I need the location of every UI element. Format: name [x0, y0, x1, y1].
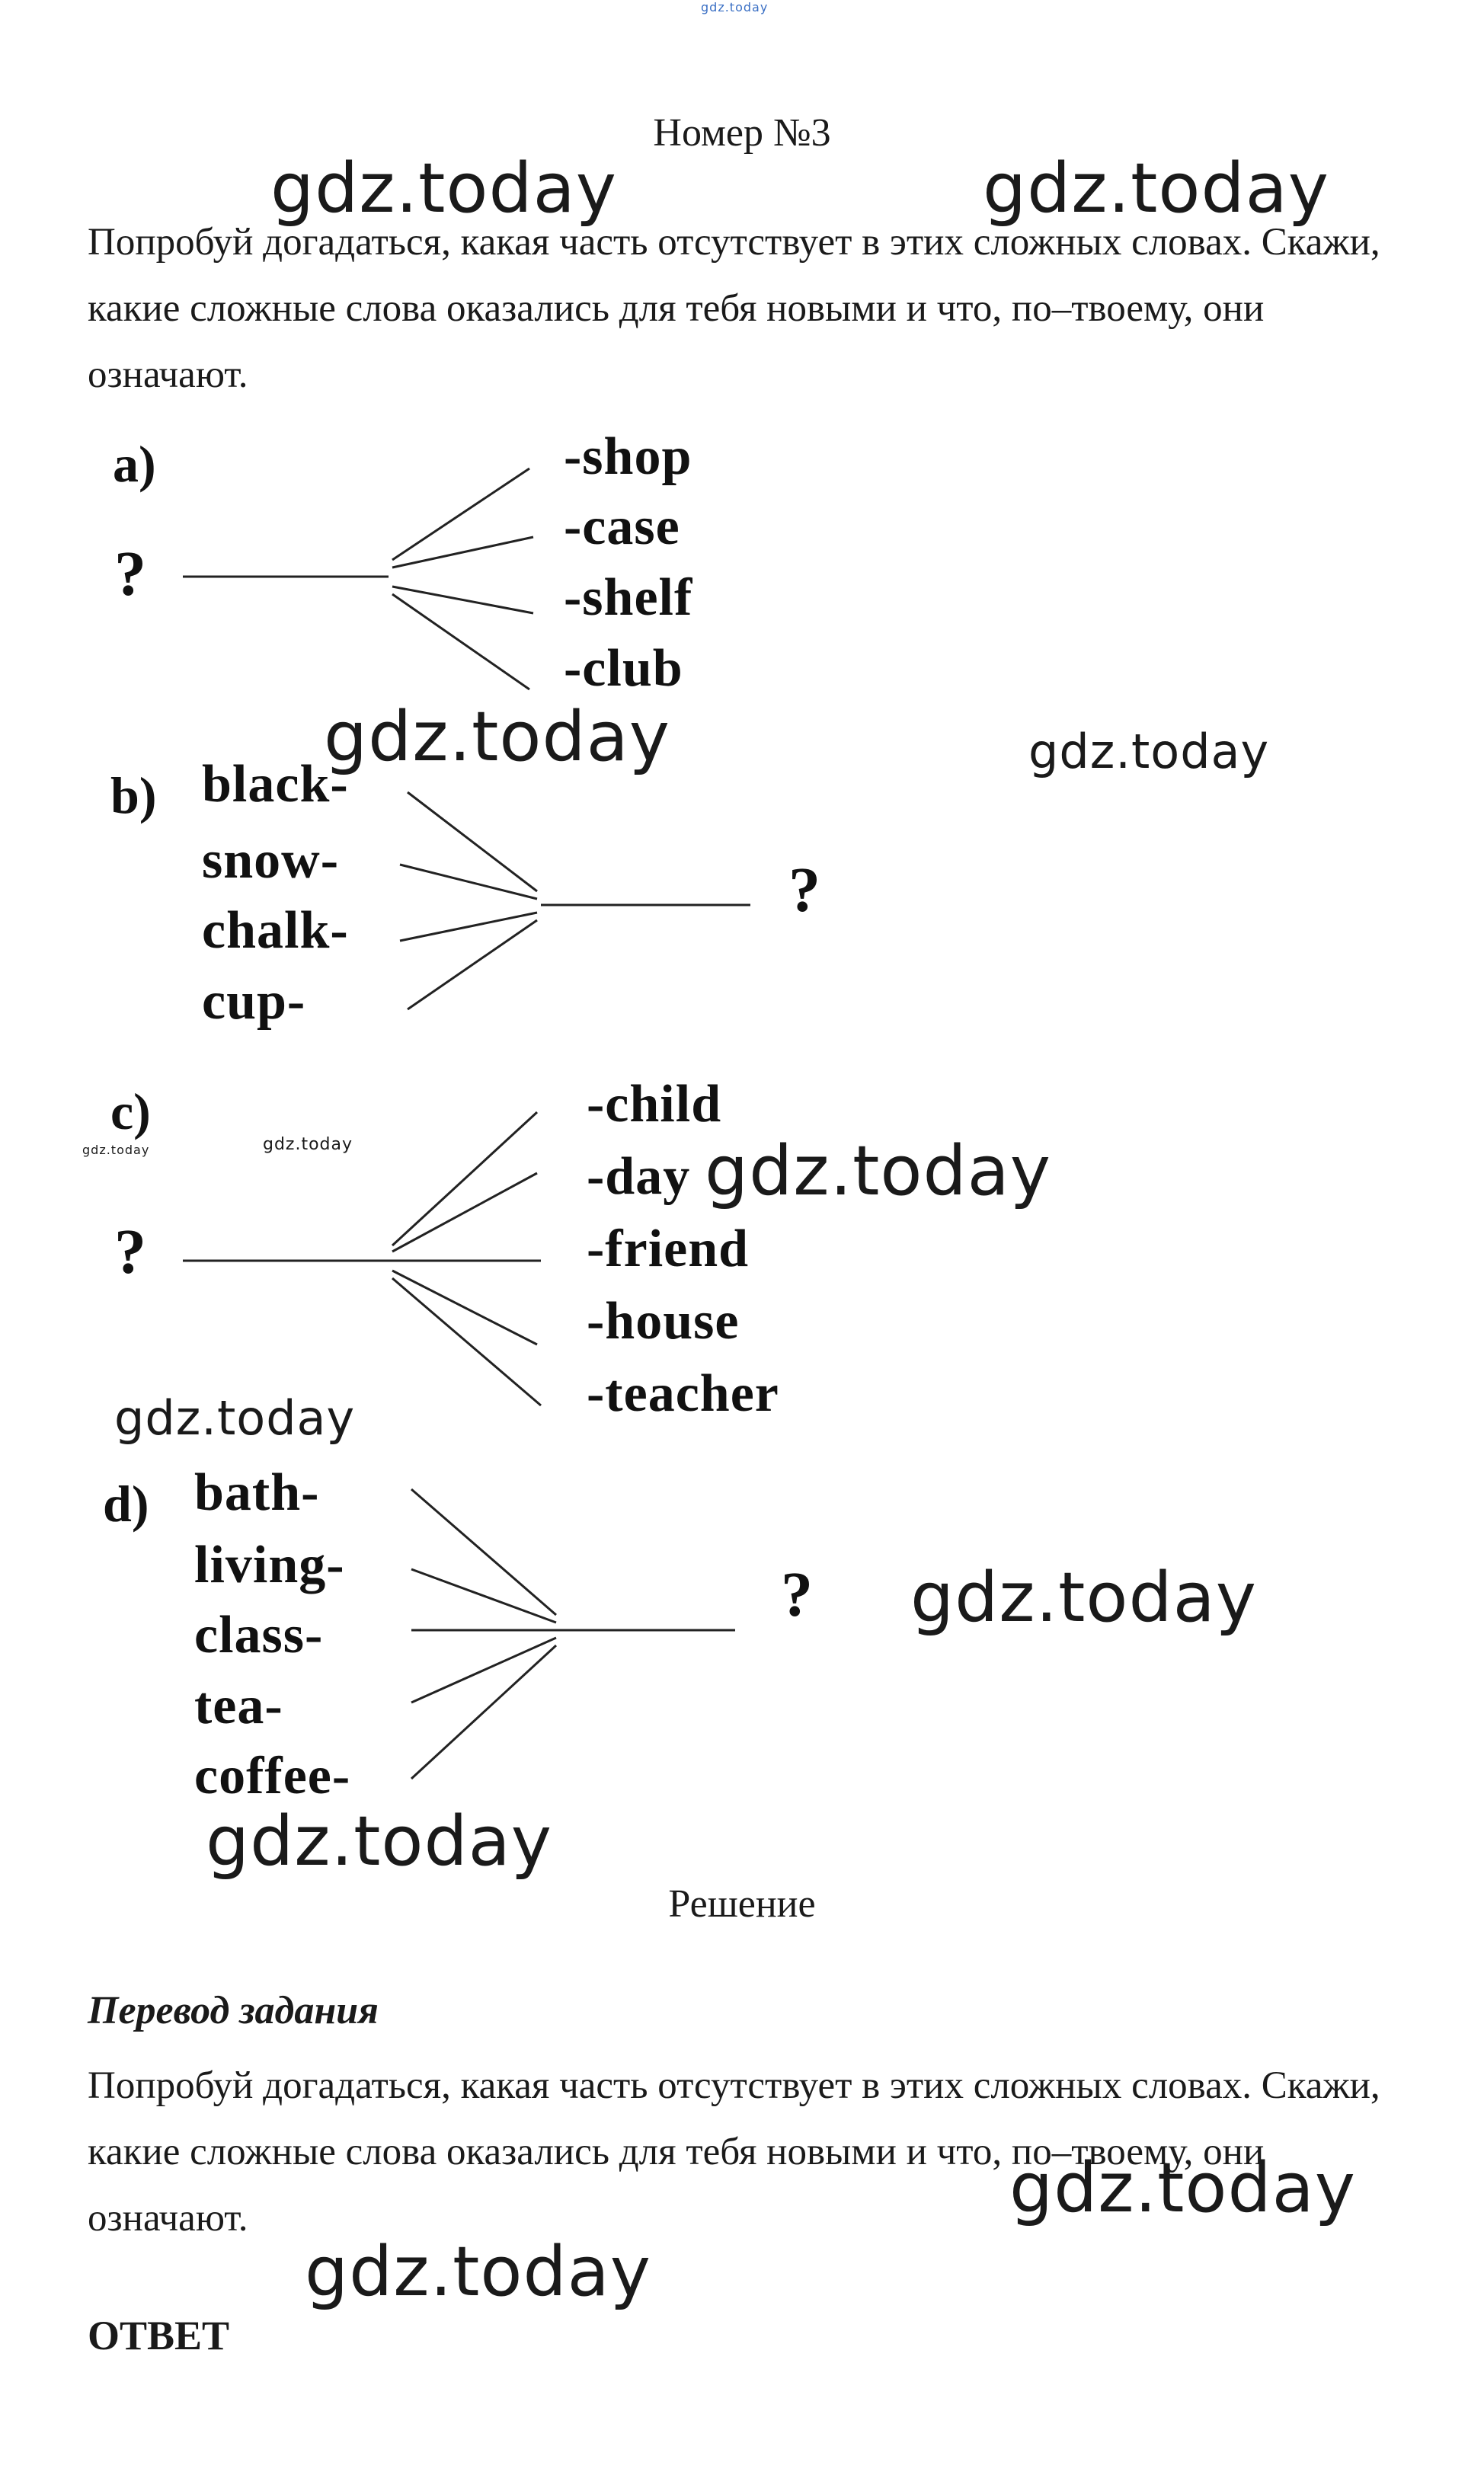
- task-text: Попробуй догадаться, какая часть отсутствует в этих сложных словах. Скажи, какие сложные слова оказались для тебя новыми и что, по–твоему, они означают.: [88, 221, 1380, 396]
- watermark: gdz.today: [270, 149, 618, 229]
- diagram-b-label: b): [110, 766, 157, 824]
- watermark: gdz.today: [1028, 724, 1270, 779]
- diagram-c-word: -day: [587, 1147, 691, 1206]
- diagram-d-word: class-: [194, 1606, 324, 1664]
- diagram-c-word: -teacher: [587, 1364, 779, 1423]
- watermark: gdz.today: [114, 1390, 356, 1446]
- watermark: gdz.today: [983, 149, 1330, 229]
- diagram-b-question: ?: [788, 855, 820, 926]
- diagram-c-word: -friend: [587, 1220, 750, 1278]
- diagram-b-word: black-: [202, 755, 349, 814]
- diagram-c-question: ?: [114, 1217, 146, 1287]
- answer-heading: ОТВЕТ: [88, 2313, 230, 2358]
- watermark: gdz.today: [206, 1802, 553, 1882]
- diagram-a-word: -case: [564, 497, 680, 556]
- diagram-b-word: cup-: [202, 972, 306, 1031]
- watermark: gdz.today: [82, 1143, 150, 1157]
- diagram-d-word: living-: [194, 1536, 345, 1594]
- diagram-a-word: -shop: [564, 427, 692, 486]
- translation-heading: Перевод задания: [88, 1989, 379, 2032]
- diagram-b-word: chalk-: [202, 901, 349, 960]
- diagram-d-word: tea-: [194, 1677, 283, 1735]
- page-title: Номер №3: [653, 111, 831, 155]
- solution-heading: Решение: [668, 1882, 816, 1926]
- translation-text: Попробуй догадаться, какая часть отсутствует в этих сложных словах. Скажи, какие сложные слова оказались для тебя новыми и что, по–твоему, они означают.: [88, 2064, 1380, 2240]
- diagram-d-question: ?: [781, 1559, 813, 1630]
- diagram-a-word: -club: [564, 639, 683, 698]
- watermark: gdz.today: [263, 1135, 353, 1154]
- diagram-d-word: coffee-: [194, 1747, 351, 1805]
- watermark: gdz.today: [705, 1131, 1052, 1211]
- diagram-a-label: a): [113, 435, 156, 493]
- diagram-d-word: bath-: [194, 1463, 320, 1522]
- watermark: gdz.today: [305, 2232, 652, 2312]
- watermark: gdz.today: [324, 697, 671, 777]
- diagram-a-question: ?: [114, 539, 146, 609]
- watermark: gdz.today: [910, 1558, 1258, 1638]
- watermark: gdz.today: [1009, 2148, 1357, 2228]
- diagram-c-word: -child: [587, 1075, 722, 1133]
- diagram-c-label: c): [110, 1082, 151, 1140]
- header-watermark: gdz.today: [701, 0, 769, 14]
- diagram-c-word: -house: [587, 1292, 740, 1351]
- diagram-b-word: snow-: [202, 831, 340, 890]
- diagram-d-label: d): [103, 1475, 149, 1533]
- diagram-a-word: -shelf: [564, 568, 693, 627]
